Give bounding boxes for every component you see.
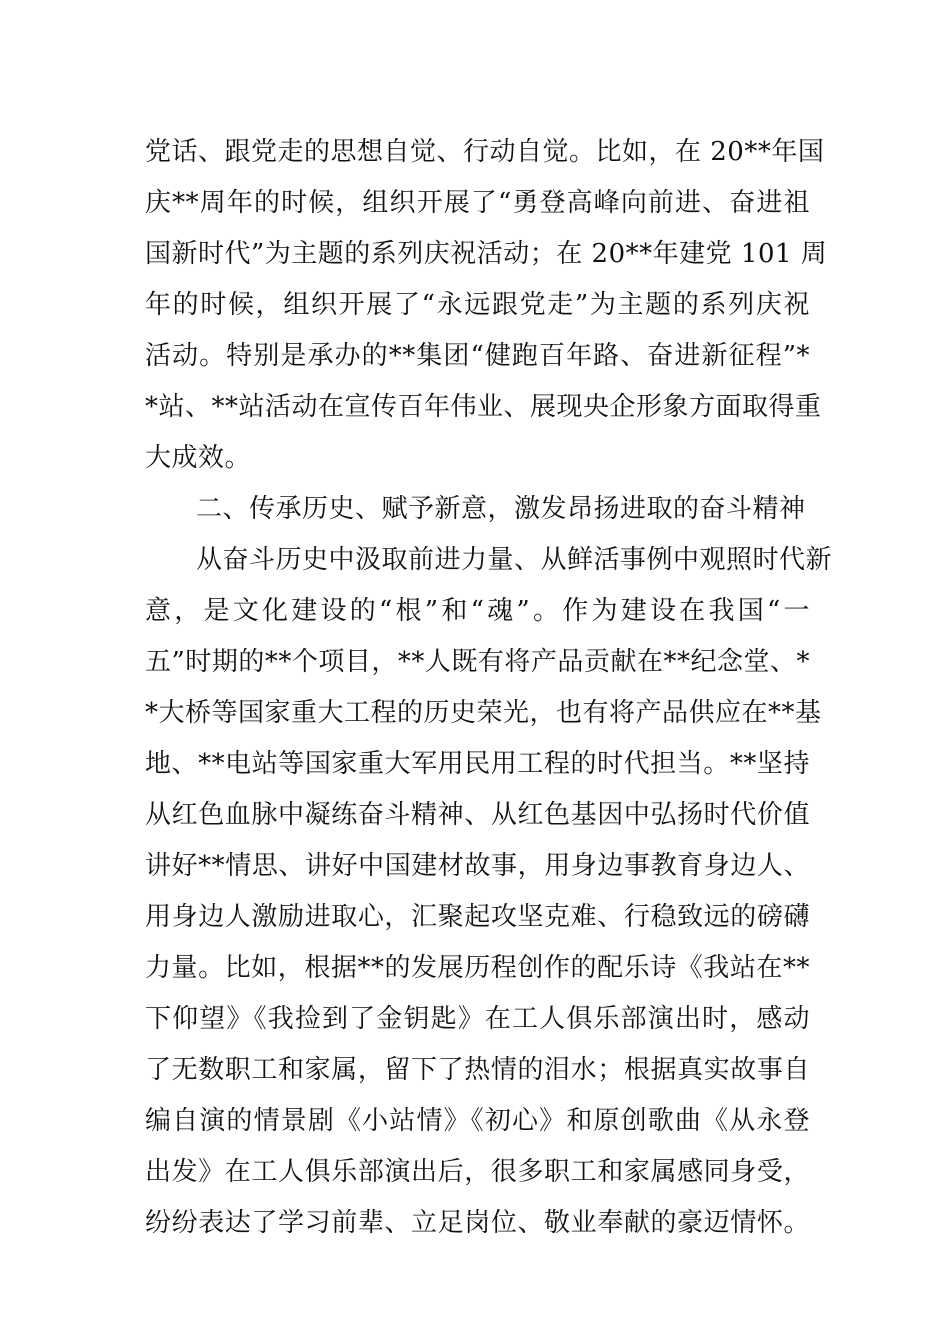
text-line: 五”时期的**个项目，**人既有将产品贡献在**纪念堂、*	[145, 647, 810, 677]
text-line: 活动。特别是承办的**集团“健跑百年路、奋进新征程”*	[145, 341, 810, 371]
text-line: 讲好**情思、讲好中国建材故事，用身边事教育身边人、	[145, 851, 810, 881]
text-line: 用身边人激励进取心，汇聚起攻坚克难、行稳致远的磅礴	[145, 902, 810, 932]
text-line: 从红色血脉中凝练奋斗精神、从红色基因中弘扬时代价值	[145, 800, 810, 830]
text-line: 出发》在工人俱乐部演出后，很多职工和家属感同身受，	[145, 1157, 810, 1187]
text-line: *大桥等国家重大工程的历史荣光，也有将产品供应在**基	[145, 698, 822, 728]
text-line: 意，是文化建设的“根”和“魂”。作为建设在我国“一	[145, 596, 810, 626]
text-line: *站、**站活动在宣传百年伟业、展现央企形象方面取得重	[145, 392, 822, 422]
text-line: 庆**周年的时候，组织开展了“勇登高峰向前进、奋进祖	[145, 188, 810, 218]
section-heading: 二、传承历史、赋予新意，激发昂扬进取的奋斗精神	[196, 494, 806, 524]
text-line: 地、**电站等国家重大军用民用工程的时代担当。**坚持	[145, 749, 810, 779]
text-line: 下仰望》《我捡到了金钥匙》在工人俱乐部演出时，感动	[145, 1004, 810, 1034]
text-line: 了无数职工和家属，留下了热情的泪水；根据真实故事自	[145, 1055, 810, 1085]
text-line: 力量。比如，根据**的发展历程创作的配乐诗《我站在**	[145, 953, 810, 983]
text-line: 国新时代”为主题的系列庆祝活动；在 20**年建党 101 周	[145, 239, 828, 269]
text-line: 纷纷表达了学习前辈、立足岗位、敬业奉献的豪迈情怀。	[145, 1208, 810, 1238]
text-line: 大成效。	[145, 443, 252, 473]
text-line: 党话、跟党走的思想自觉、行动自觉。比如，在 20**年国	[145, 137, 825, 167]
text-line: 从奋斗历史中汲取前进力量、从鲜活事例中观照时代新	[196, 545, 833, 575]
text-line: 年的时候，组织开展了“永远跟党走”为主题的系列庆祝	[145, 290, 810, 320]
text-line: 编自演的情景剧《小站情》《初心》和原创歌曲《从永登	[145, 1106, 810, 1136]
